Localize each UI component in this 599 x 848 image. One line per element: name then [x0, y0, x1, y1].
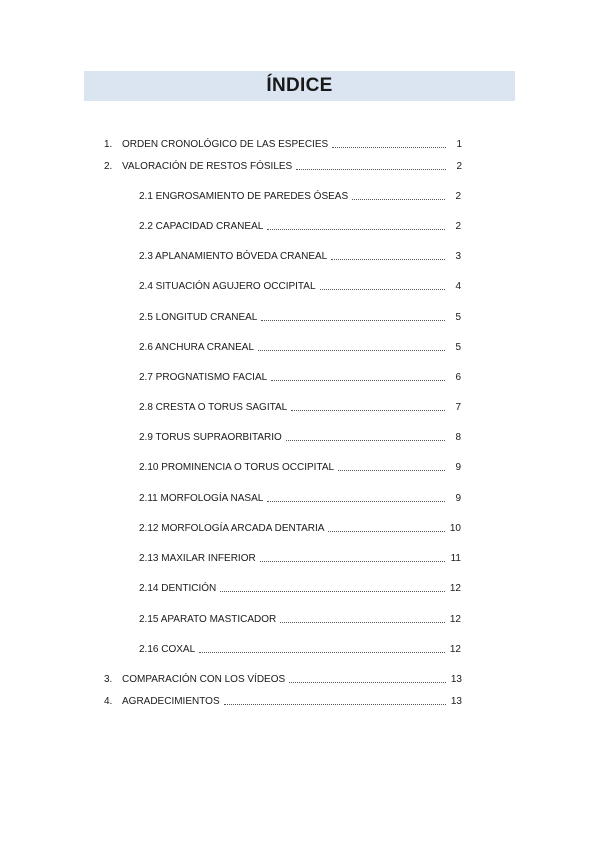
toc-subentry-label: 2.10 PROMINENCIA O TORUS OCCIPITAL [139, 462, 335, 473]
toc-dot-leader [291, 410, 445, 411]
toc-subentry-label: 2.13 MAXILAR INFERIOR [139, 553, 256, 564]
toc-subentry[interactable] [139, 189, 461, 203]
toc-subentry-label: 2.1 ENGROSAMIENTO DE PAREDES ÓSEAS [139, 191, 349, 202]
toc-entry[interactable] [104, 159, 462, 173]
toc-dot-leader [224, 704, 446, 705]
toc-entry-number: 1. [104, 139, 113, 150]
toc-subentry-label: 2.2 CAPACIDAD CRANEAL [139, 221, 264, 232]
toc-dot-leader [267, 229, 445, 230]
toc-dot-leader [338, 470, 445, 471]
toc-subentry-page: 10 [449, 523, 461, 534]
toc-entry[interactable] [104, 694, 462, 708]
toc-dot-leader [271, 380, 445, 381]
toc-subentry-label: 2.7 PROGNATISMO FACIAL [139, 372, 268, 383]
toc-subentry-label: 2.15 APARATO MASTICADOR [139, 614, 277, 625]
toc-entry-number: 4. [104, 696, 113, 707]
toc-dot-leader [258, 350, 445, 351]
toc-entry-page: 13 [450, 674, 462, 685]
toc-dot-leader [220, 591, 445, 592]
toc-subentry-page: 11 [450, 553, 461, 564]
toc-subentry-page: 5 [455, 342, 461, 353]
toc-dot-leader [332, 147, 446, 148]
toc-subentry-page: 8 [455, 432, 461, 443]
toc-subentry[interactable] [139, 551, 461, 565]
toc-entry-label: VALORACIÓN DE RESTOS FÓSILES [122, 161, 293, 172]
toc-entry-number: 2. [104, 161, 113, 172]
toc-subentry-page: 6 [455, 372, 461, 383]
toc-subentry-label: 2.8 CRESTA O TORUS SAGITAL [139, 402, 288, 413]
page-title: ÍNDICE [266, 75, 333, 96]
toc-dot-leader [261, 320, 445, 321]
toc-subentry-label: 2.9 TORUS SUPRAORBITARIO [139, 432, 282, 443]
toc-subentry[interactable] [139, 521, 461, 535]
toc-dot-leader [260, 561, 445, 562]
toc-subentry-page: 12 [449, 614, 461, 625]
toc-subentry-page: 12 [449, 644, 461, 655]
toc-subentry-page: 9 [455, 493, 461, 504]
toc-dot-leader [328, 531, 445, 532]
toc-entry-page: 2 [456, 161, 462, 172]
toc-subentry-label: 2.6 ANCHURA CRANEAL [139, 342, 255, 353]
toc-subentry-label: 2.3 APLANAMIENTO BÓVEDA CRANEAL [139, 251, 328, 262]
toc-subentry-label: 2.16 COXAL [139, 644, 196, 655]
toc-subentry[interactable] [139, 340, 461, 354]
toc-dot-leader [289, 682, 446, 683]
toc-subentry-page: 3 [455, 251, 461, 262]
toc-subentry-label: 2.14 DENTICIÓN [139, 583, 217, 594]
toc-dot-leader [267, 501, 445, 502]
toc-entry[interactable] [104, 672, 462, 686]
toc-entry-number: 3. [104, 674, 113, 685]
toc-subentry-page: 5 [455, 312, 461, 323]
toc-subentry[interactable] [139, 370, 461, 384]
toc-subentry[interactable] [139, 400, 461, 414]
toc-entry-label: COMPARACIÓN CON LOS VÍDEOS [122, 674, 286, 685]
toc-dot-leader [331, 259, 445, 260]
toc-subentry[interactable] [139, 581, 461, 595]
toc-subentry-page: 2 [455, 191, 461, 202]
toc-dot-leader [199, 652, 445, 653]
toc-subentry[interactable] [139, 310, 461, 324]
toc-entry-page: 13 [450, 696, 462, 707]
toc-subentry-label: 2.12 MORFOLOGÍA ARCADA DENTARIA [139, 523, 325, 534]
toc-entry-page: 1 [456, 139, 462, 150]
toc-dot-leader [352, 199, 445, 200]
toc-subentry-page: 4 [455, 281, 461, 292]
toc-entry-label: ORDEN CRONOLÓGICO DE LAS ESPECIES [122, 139, 329, 150]
toc-subentry[interactable] [139, 491, 461, 505]
toc-subentry[interactable] [139, 642, 461, 656]
toc-subentry-page: 7 [455, 402, 461, 413]
toc-subentry[interactable] [139, 219, 461, 233]
toc-dot-leader [296, 169, 446, 170]
toc-subentry-page: 2 [455, 221, 461, 232]
toc-subentry[interactable] [139, 612, 461, 626]
toc-subentry-label: 2.11 MORFOLOGÍA NASAL [139, 493, 264, 504]
toc-entry-label: AGRADECIMIENTOS [122, 696, 220, 707]
toc-dot-leader [320, 289, 445, 290]
toc-subentry[interactable] [139, 249, 461, 263]
toc-subentry[interactable] [139, 279, 461, 293]
title-banner [84, 71, 515, 101]
toc-subentry-page: 9 [455, 462, 461, 473]
toc-entry[interactable] [104, 137, 462, 151]
toc-dot-leader [280, 622, 445, 623]
toc-subentry-page: 12 [449, 583, 461, 594]
toc-dot-leader [286, 440, 445, 441]
toc-subentry-label: 2.5 LONGITUD CRANEAL [139, 312, 258, 323]
toc-subentry[interactable] [139, 460, 461, 474]
toc-subentry-label: 2.4 SITUACIÓN AGUJERO OCCIPITAL [139, 281, 316, 292]
toc-subentry[interactable] [139, 430, 461, 444]
